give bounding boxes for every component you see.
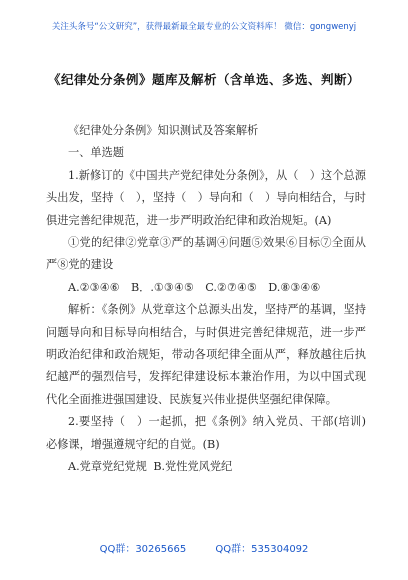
question-1-analysis: 解析：《条例》从党章这个总源头出发，坚持严的基调，坚持问题导向和目标导向相结合，与时俱进完善纪律规范，进一步严明政治纪律和政治规矩，带动各项纪律全面从严，释放越往后执纪越严的强烈信号，发挥纪律建设标本兼治作用，为以中国式现代化全面推进强国建设、民族复兴伟业提供坚强纪律保障。 [46, 303, 366, 406]
footer-qq-group-1: QQ群：30265665 [99, 544, 187, 555]
header-promo-note: 关注头条号“公文研究”，获得最新最全最专业的公文资料库！ 微信：gongwenyj [51, 22, 357, 32]
question-2-stem: 2.要坚持（ ）一起抓，把《条例》纳入党员、干部(培训)必修课，增强遵规守纪的自觉。(B) [46, 415, 366, 451]
question-1-stem: 1.新修订的《中国共产党纪律处分条例》，从（ ）这个总源头出发，坚持（ ），坚持（ ）导向和（ ）导向相结合，与时俱进完善纪律规范，进一步严明政治纪律和政治规矩。(A) [46, 168, 366, 227]
question-1-items: ①党的纪律②党章③严的基调④问题⑤效果⑥目标⑦全面从严⑧党的建设 [46, 236, 366, 272]
question-2-options: A.党章党纪党规 B.党性党风党纪 [68, 460, 233, 474]
document-title: 《纪律处分条例》题库及解析（含单选、多选、判断） [47, 72, 360, 87]
footer-qq-groups [0, 540, 408, 555]
document-body [46, 120, 366, 479]
question-1-options: A.②③④⑥ B．.①③④⑤ C.②⑦④⑤ D.⑧③④⑥ [68, 280, 321, 294]
section-heading: 一、单选题 [68, 146, 124, 160]
footer-qq-group-2: QQ群：535304092 [215, 544, 309, 555]
document-subtitle: 《纪律处分条例》知识测试及答案解析 [68, 124, 259, 137]
